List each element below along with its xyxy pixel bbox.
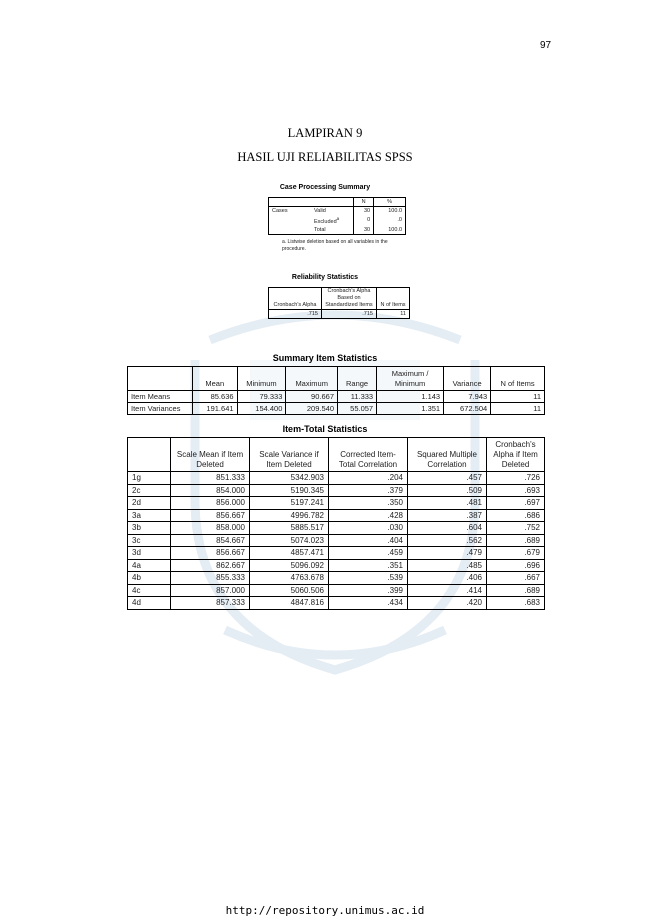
row-label: 4a [128,559,171,572]
table-cell: .420 [408,597,487,610]
table-cell: .404 [329,534,408,547]
header-cell: Scale Mean if Item Deleted [171,438,250,472]
row-label: 4b [128,572,171,585]
table-cell: 11 [491,403,545,415]
table-cell: .752 [487,522,545,535]
case-processing-table [268,197,406,235]
row-label: Valid [311,207,354,216]
table-cell: .351 [329,559,408,572]
row-label: Excluded [314,218,337,225]
header-cell [269,198,312,207]
header-cell [128,367,193,391]
table-cell: 79.333 [237,391,286,403]
table-cell: .715 [269,310,322,319]
header-cell [311,198,354,207]
table-cell: 5060.506 [250,584,329,597]
header-cell: Cronbach's Alpha Based on Standardized Items [322,288,377,310]
header-cell: % [374,198,406,207]
header-cell: N [354,198,374,207]
table-cell: 100.0 [374,207,406,216]
table-row [128,559,545,572]
table-cell: 7.943 [444,391,491,403]
table-cell: .679 [487,547,545,560]
row-label: Total [311,226,354,235]
table-cell: .459 [329,547,408,560]
table-cell: 11 [377,310,410,319]
table-cell: 1.143 [377,391,444,403]
table-row [269,215,406,226]
table-cell: 5190.345 [250,484,329,497]
table-cell: 856.667 [171,547,250,560]
table-cell: 856.000 [171,497,250,510]
header-cell: Cronbach's Alpha [269,288,322,310]
table-cell: .204 [329,472,408,485]
table-row [128,391,545,403]
table-cell: 154.400 [237,403,286,415]
table-cell: .693 [487,484,545,497]
table-cell: .604 [408,522,487,535]
row-label: 3c [128,534,171,547]
table-row [128,403,545,415]
table-cell: 855.333 [171,572,250,585]
table-cell: 5885.517 [250,522,329,535]
table-cell: .414 [408,584,487,597]
table-cell: 4763.678 [250,572,329,585]
table-cell: 100.0 [374,226,406,235]
table-cell: 55.057 [338,403,377,415]
table-row [269,310,410,319]
row-label: Cases [269,207,312,216]
table-row [128,472,545,485]
table-row [269,207,406,216]
table-row [128,584,545,597]
table-cell: 1.351 [377,403,444,415]
table-cell: 854.667 [171,534,250,547]
header-cell [128,438,171,472]
table-cell: 862.667 [171,559,250,572]
case-processing-note: a. Listwise deletion based on all variables in the procedure. [282,239,388,252]
table-header-row [128,438,545,472]
table-row [269,226,406,235]
table-row [128,484,545,497]
table-cell: .428 [329,509,408,522]
table-header-row [269,288,410,310]
footer-url: http://repository.unimus.ac.id [225,904,425,917]
table-cell: .485 [408,559,487,572]
header-cell: Cronbach's Alpha if Item Deleted [487,438,545,472]
table-cell: .689 [487,584,545,597]
table-cell: 30 [354,226,374,235]
row-label: 3b [128,522,171,535]
table-cell: .509 [408,484,487,497]
table-cell: 30 [354,207,374,216]
table-cell: 856.667 [171,509,250,522]
header-cell: Mean [193,367,238,391]
table-cell: 4847.816 [250,597,329,610]
table-row [128,534,545,547]
table-cell: .726 [487,472,545,485]
table-cell: .539 [329,572,408,585]
row-label: 3d [128,547,171,560]
row-label: 4c [128,584,171,597]
page-title: LAMPIRAN 9 [287,126,363,140]
table-cell: .689 [487,534,545,547]
row-label [269,215,312,226]
summary-item-caption: Summary Item Statistics [272,353,378,363]
table-cell: .387 [408,509,487,522]
table-cell: 191.641 [193,403,238,415]
table-cell: .399 [329,584,408,597]
table-row [128,572,545,585]
table-row [128,497,545,510]
table-cell: 5074.023 [250,534,329,547]
header-cell: Variance [444,367,491,391]
table-cell: 4996.782 [250,509,329,522]
table-cell: .434 [329,597,408,610]
table-cell: 11 [491,391,545,403]
table-cell: 11.333 [338,391,377,403]
table-cell: .0 [374,215,406,226]
row-label: 3a [128,509,171,522]
table-cell: .350 [329,497,408,510]
case-processing-caption: Case Processing Summary [279,184,371,191]
reliability-caption: Reliability Statistics [291,274,359,281]
table-cell: 5096.092 [250,559,329,572]
page-subtitle: HASIL UJI RELIABILITAS SPSS [237,150,413,164]
row-label: 1g [128,472,171,485]
table-cell: .667 [487,572,545,585]
header-cell: Range [338,367,377,391]
table-cell: 209.540 [286,403,338,415]
table-row [128,522,545,535]
table-cell: 854.000 [171,484,250,497]
table-cell: 851.333 [171,472,250,485]
table-cell: 857.000 [171,584,250,597]
table-cell: .562 [408,534,487,547]
footnote-marker: a [336,216,340,221]
row-label: 4d [128,597,171,610]
table-cell: .457 [408,472,487,485]
table-cell: 672.504 [444,403,491,415]
header-cell: N of Items [377,288,410,310]
table-header-row [128,367,545,391]
row-label: Item Means [128,391,193,403]
header-cell: N of Items [491,367,545,391]
item-total-caption: Item-Total Statistics [282,424,368,434]
table-cell: 4857.471 [250,547,329,560]
table-row [128,547,545,560]
table-cell: .697 [487,497,545,510]
table-cell: 857.333 [171,597,250,610]
header-cell: Corrected Item-Total Correlation [329,438,408,472]
table-row [128,597,545,610]
table-cell: .683 [487,597,545,610]
table-cell: 90.667 [286,391,338,403]
header-cell: Scale Variance if Item Deleted [250,438,329,472]
table-cell: .715 [322,310,377,319]
row-label: 2d [128,497,171,510]
table-cell: .686 [487,509,545,522]
table-cell: 5197.241 [250,497,329,510]
table-cell: .696 [487,559,545,572]
table-cell: .030 [329,522,408,535]
summary-item-table [127,366,545,415]
table-header-row [269,198,406,207]
table-row [128,509,545,522]
item-total-table [127,437,545,610]
header-cell: Minimum [237,367,286,391]
page-number: 97 [540,40,552,51]
table-cell: .481 [408,497,487,510]
header-cell: Maximum / Minimum [377,367,444,391]
table-cell: 858.000 [171,522,250,535]
row-label: Item Variances [128,403,193,415]
reliability-table [268,287,410,319]
header-cell: Maximum [286,367,338,391]
row-label: 2c [128,484,171,497]
table-cell: 0 [354,215,374,226]
table-cell: 85.636 [193,391,238,403]
table-cell: .406 [408,572,487,585]
table-cell: .379 [329,484,408,497]
row-label [269,226,312,235]
header-cell: Squared Multiple Correlation [408,438,487,472]
table-cell: 5342.903 [250,472,329,485]
table-cell: .479 [408,547,487,560]
